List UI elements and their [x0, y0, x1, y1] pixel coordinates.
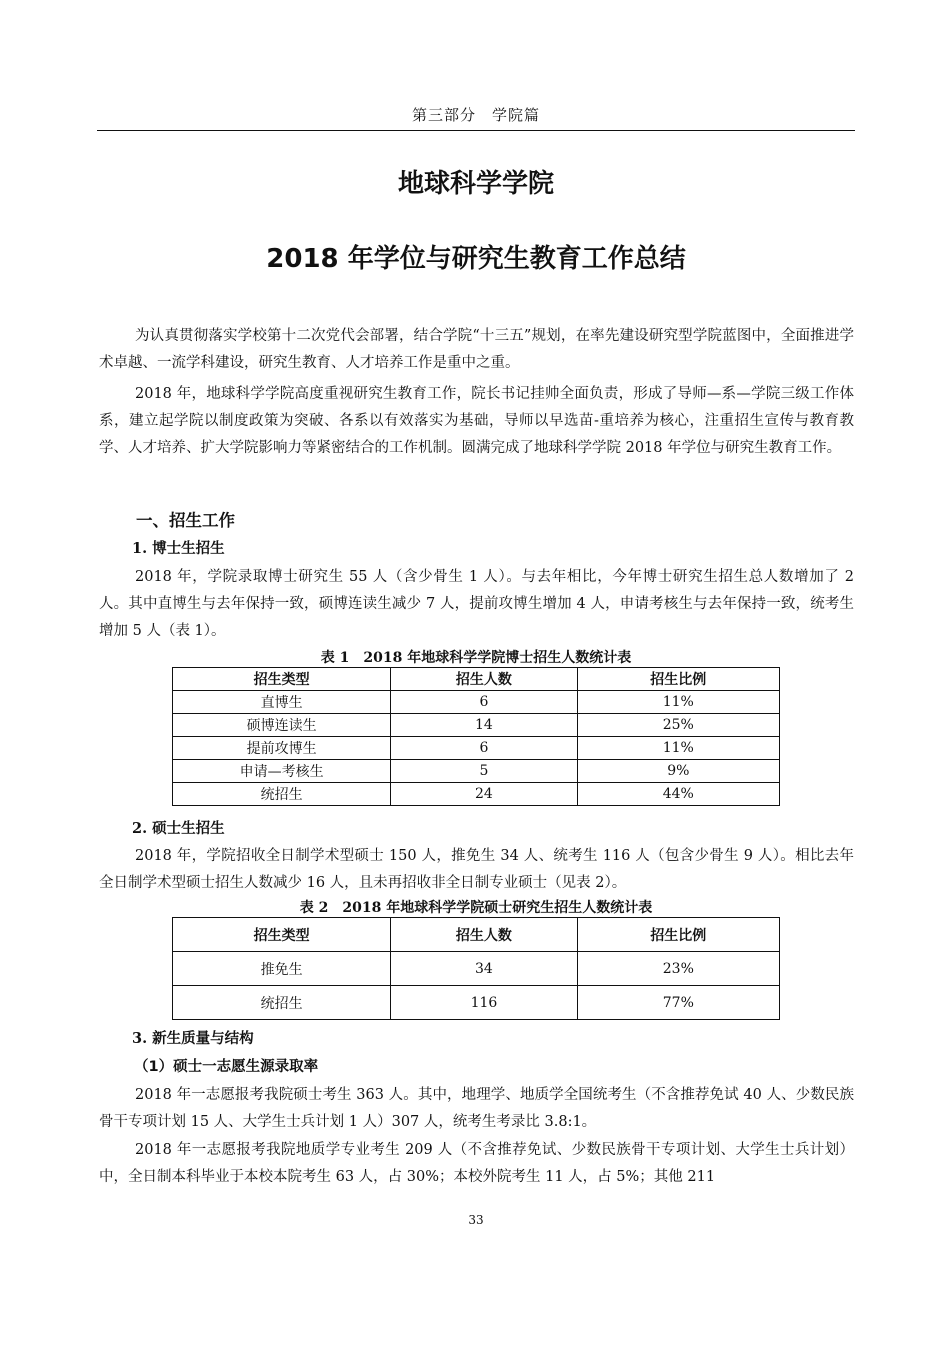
column-header: 招生人数 — [391, 918, 577, 952]
document-subtitle: 2018 年学位与研究生教育工作总结 — [266, 244, 686, 274]
running-head: 第三部分 学院篇 — [411, 106, 540, 124]
first-choice-paragraph-2: 2018 年一志愿报考我院地质学专业考生 209 人（不含推荐免试、少数民族骨干专项计划、大学生士兵计划）中，全日制本科毕业于本校本院考生 63 人，占 30%；本校外院考生 11 人，占 5%；其他 211 — [99, 1142, 854, 1185]
phd-enrollment-table — [172, 667, 780, 806]
column-header: 招生类型 — [173, 918, 391, 952]
subsection-heading-quality: 3. 新生质量与结构 — [132, 1030, 254, 1047]
subsubsection-heading-first-choice: （1）硕士一志愿生源录取率 — [134, 1059, 319, 1075]
table-cell: 34 — [391, 952, 577, 986]
table-cell: 推免生 — [173, 952, 391, 986]
column-header: 招生类型 — [173, 668, 391, 691]
header-rule — [97, 130, 855, 131]
table-row — [173, 760, 780, 783]
masters-enrollment-table — [172, 917, 780, 1020]
document-title: 地球科学学院 — [397, 169, 554, 199]
table-cell: 116 — [391, 986, 577, 1020]
first-choice-paragraph-1: 2018 年一志愿报考我院硕士考生 363 人。其中，地理学、地质学全国统考生（不含推荐免试 40 人、少数民族骨干专项计划 15 人、大学生士兵计划 1 人）307 人，统考生考录比 3.8:1。 — [99, 1087, 854, 1130]
table-cell: 9% — [577, 760, 779, 783]
table-row — [173, 714, 780, 737]
column-header: 招生比例 — [577, 668, 779, 691]
phd-enrollment-paragraph: 2018 年，学院录取博士研究生 55 人（含少骨生 1 人）。与去年相比，今年博士研究生招生总人数增加了 2 人。其中直博生与去年保持一致，硕博连读生减少 7 人，提前攻博生增加 4 人，申请考核生与去年保持一致，统考生增加 5 人（表 1）。 — [99, 569, 854, 639]
table-cell: 25% — [577, 714, 779, 737]
masters-enrollment-paragraph: 2018 年，学院招收全日制学术型硕士 150 人，推免生 34 人、统考生 116 人（包含少骨生 9 人）。相比去年全日制学术型硕士招生人数减少 16 人，且未再招收非全日制专业硕士（见表 2）。 — [99, 848, 854, 891]
table-cell: 统招生 — [173, 986, 391, 1020]
table-header-row — [173, 918, 780, 952]
table-cell: 24 — [391, 783, 577, 806]
table2-caption: 表 2 2018 年地球科学学院硕士研究生招生人数统计表 — [299, 900, 653, 916]
subsection-heading-phd: 1. 博士生招生 — [132, 540, 225, 557]
column-header: 招生人数 — [391, 668, 577, 691]
table-cell: 77% — [577, 986, 779, 1020]
intro-paragraph-1: 为认真贯彻落实学校第十二次党代会部署，结合学院“十三五”规划，在率先建设研究型学院蓝图中，全面推进学术卓越、一流学科建设，研究生教育、人才培养工作是重中之重。 — [99, 328, 854, 371]
table-cell: 硕博连读生 — [173, 714, 391, 737]
table-cell: 申请—考核生 — [173, 760, 391, 783]
table-cell: 统招生 — [173, 783, 391, 806]
table-cell: 11% — [577, 737, 779, 760]
table-header-row — [173, 668, 780, 691]
table-row — [173, 986, 780, 1020]
table-cell: 14 — [391, 714, 577, 737]
table-row — [173, 737, 780, 760]
intro-paragraph-2: 2018 年，地球科学学院高度重视研究生教育工作，院长书记挂帅全面负责，形成了导师—系—学院三级工作体系，建立起学院以制度政策为突破、各系以有效落实为基础，导师以早选苗-重培养为核心，注重招生宣传与教育教学、人才培养、扩大学院影响力等紧密结合的工作机制。圆满完成了地球科学学院 2018 年学位与研究生教育工作。 — [99, 386, 854, 456]
table-cell: 11% — [577, 691, 779, 714]
table-cell: 直博生 — [173, 691, 391, 714]
table-row — [173, 783, 780, 806]
page-number: 33 — [468, 1213, 484, 1227]
table-cell: 23% — [577, 952, 779, 986]
table-cell: 6 — [391, 737, 577, 760]
section-heading-enrollment: 一、招生工作 — [136, 511, 235, 530]
column-header: 招生比例 — [577, 918, 779, 952]
table1-caption: 表 1 2018 年地球科学学院博士招生人数统计表 — [320, 650, 632, 666]
table-row — [173, 952, 780, 986]
table-cell: 44% — [577, 783, 779, 806]
table-cell: 6 — [391, 691, 577, 714]
table-cell: 提前攻博生 — [173, 737, 391, 760]
subsection-heading-masters: 2. 硕士生招生 — [132, 820, 225, 837]
table-cell: 5 — [391, 760, 577, 783]
table-row — [173, 691, 780, 714]
